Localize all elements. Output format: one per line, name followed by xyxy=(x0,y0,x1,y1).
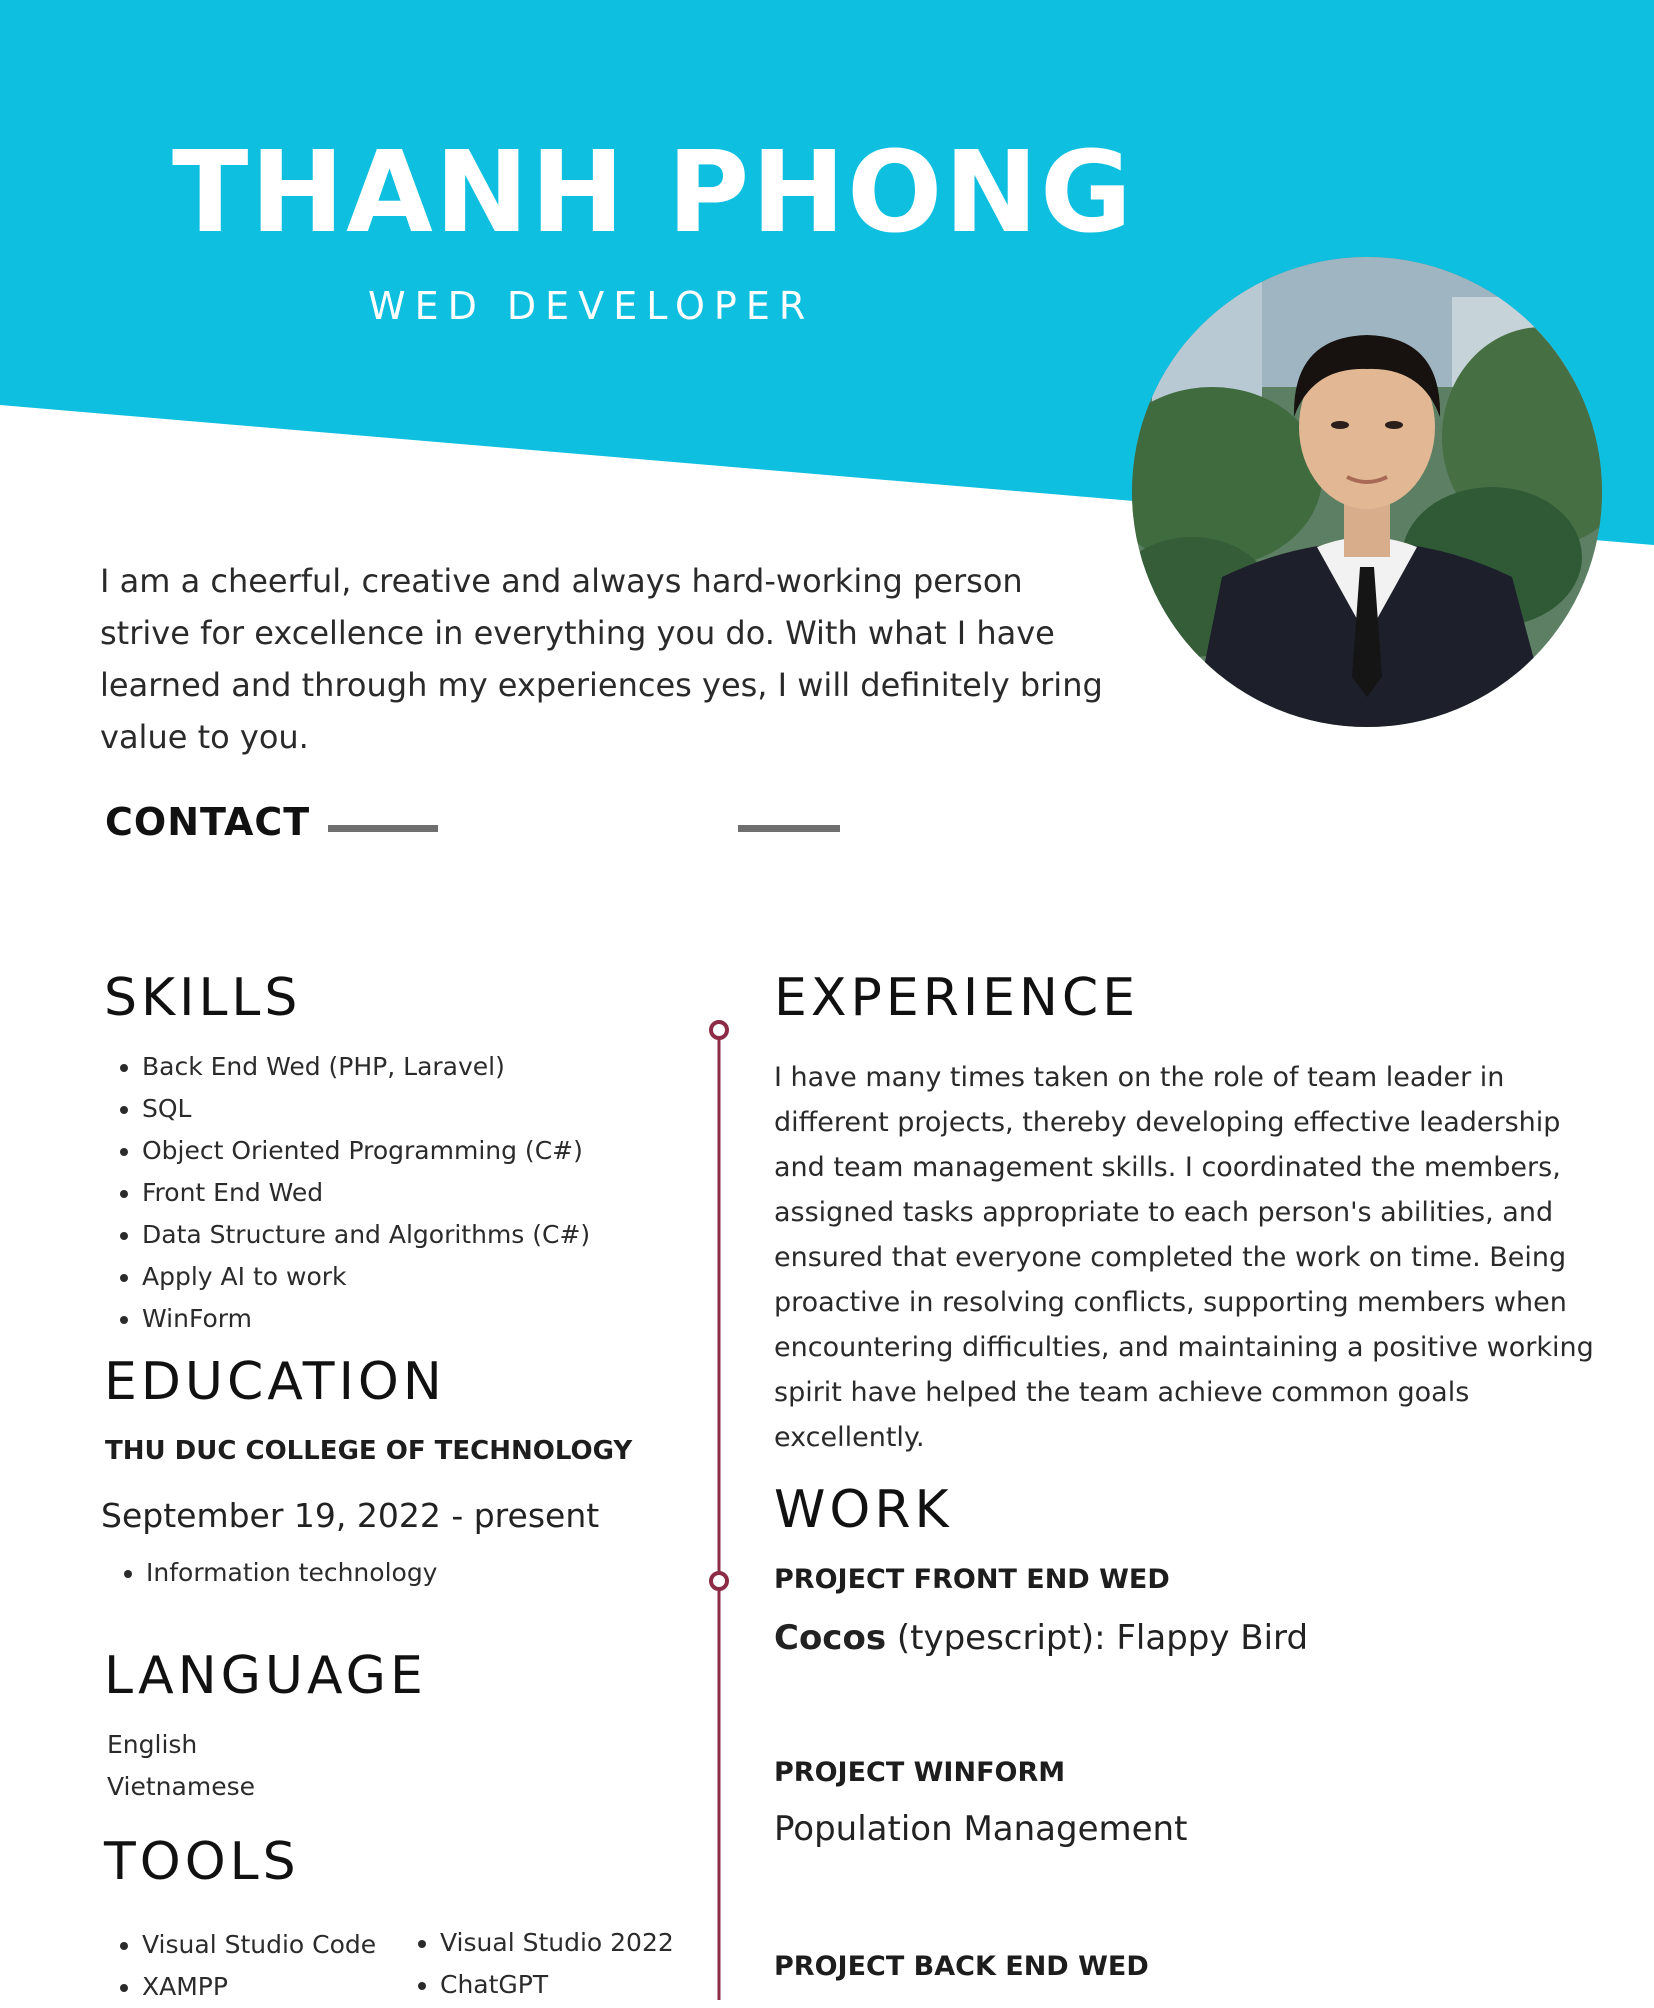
job-title: WED DEVELOPER xyxy=(368,284,815,328)
skill-item: • Object Oriented Programming (C#) xyxy=(142,1130,702,1172)
skill-item: • Data Structure and Algorithms (C#) xyxy=(142,1214,702,1256)
experience-text: I have many times taken on the role of team leader in different projects, thereby developing effective leadership and team management skills. I coordinated the members, assigned tasks appropriate to each person's abilities, and ensured that everyone completed the work on time. Being proactive in resolving conflicts, supporting members when encountering difficulties, and maintaining a positive working spirit have helped the team achieve common goals excellently. xyxy=(774,1062,1594,1453)
tool-item: • ChatGPT xyxy=(440,1964,760,2006)
profile-photo xyxy=(1132,257,1602,727)
education-school: THU DUC COLLEGE OF TECHNOLOGY xyxy=(105,1436,633,1466)
skill-item: • SQL xyxy=(142,1088,702,1130)
contact-heading: CONTACT xyxy=(105,800,311,844)
project-description: Population Management xyxy=(774,1809,1188,1849)
skills-heading: SKILLS xyxy=(104,968,302,1028)
project-detail: (typescript): Flappy Bird xyxy=(886,1618,1309,1658)
tool-item: • Visual Studio 2022 xyxy=(440,1922,760,1964)
language-heading: LANGUAGE xyxy=(104,1646,427,1706)
project-title: PROJECT FRONT END WED xyxy=(774,1564,1170,1595)
language-item: Vietnamese xyxy=(107,1772,255,1801)
contact-divider-2 xyxy=(738,825,840,832)
experience-heading: EXPERIENCE xyxy=(774,968,1140,1028)
education-date: September 19, 2022 - present xyxy=(101,1496,600,1535)
skill-item: • WinForm xyxy=(142,1298,702,1340)
project-description xyxy=(774,1618,1308,1658)
tools-list-left xyxy=(106,1924,442,2008)
education-item: • Information technology xyxy=(146,1552,706,1594)
work-heading: WORK xyxy=(774,1480,953,1540)
education-heading: EDUCATION xyxy=(104,1352,446,1412)
skill-item: • Front End Wed xyxy=(142,1172,702,1214)
full-name: THANH PHONG xyxy=(172,128,1134,258)
tool-item: • XAMPP xyxy=(142,1966,442,2008)
contact-divider-1 xyxy=(328,825,438,832)
tool-item: • Visual Studio Code xyxy=(142,1924,442,1966)
profile-summary: I am a cheerful, creative and always hard-working person strive for excellence in everything you do. With what I have learned and through my experiences yes, I will definitely bring value to you. xyxy=(100,562,1103,756)
tools-heading: TOOLS xyxy=(104,1832,300,1892)
language-item: English xyxy=(107,1730,198,1759)
skill-item: • Back End Wed (PHP, Laravel) xyxy=(142,1046,702,1088)
language-list xyxy=(107,1724,255,1808)
education-list xyxy=(110,1552,706,1594)
project-tech: Cocos xyxy=(774,1618,887,1658)
timeline-dot-experience xyxy=(711,1022,727,1038)
timeline-dot-work xyxy=(711,1573,727,1589)
timeline xyxy=(704,1010,734,2000)
skill-item: • Apply AI to work xyxy=(142,1256,702,1298)
project-title: PROJECT WINFORM xyxy=(774,1757,1066,1788)
skills-list xyxy=(106,1046,702,1340)
project-title: PROJECT BACK END WED xyxy=(774,1951,1149,1982)
